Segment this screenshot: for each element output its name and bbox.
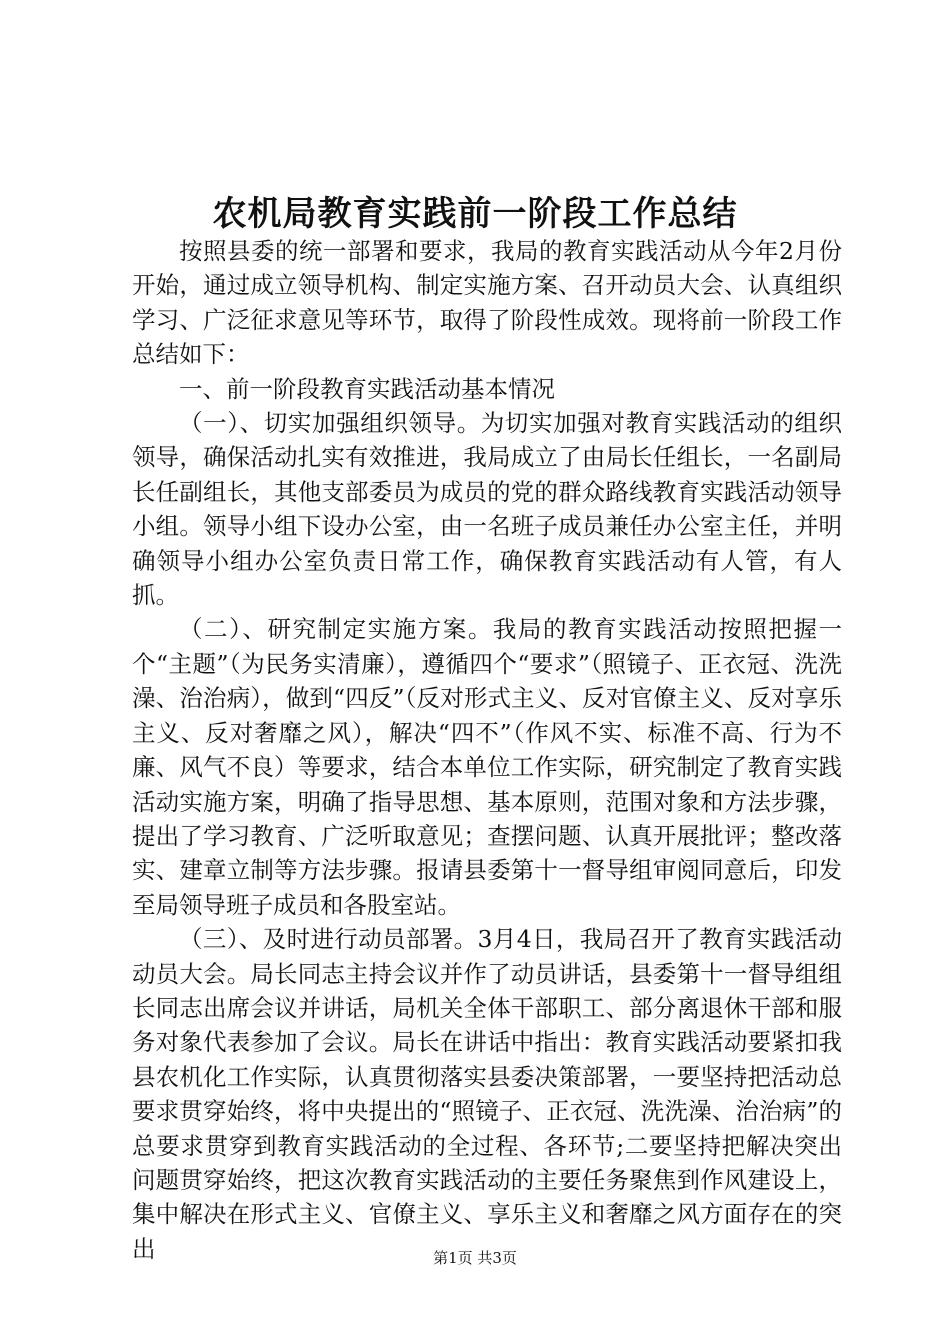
page-footer: 第1页 共3页 — [433, 1249, 517, 1267]
document-body — [132, 234, 842, 1266]
page-title: 农机局教育实践前一阶段工作总结 — [212, 194, 738, 234]
paragraph-intro: 按照县委的统一部署和要求，我局的教育实践活动从今年2月份开始，通过成立领导机构、制定实施方案、召开动员大会、认真组织学习、广泛征求意见等环节，取得了阶段性成效。现将前一阶段工作总结如下： — [132, 237, 842, 369]
paragraph-organization: （一）、切实加强组织领导。为切实加强对教育实践活动的组织领导，确保活动扎实有效推进，我局成立了由局长任组长，一名副局长任副组长，其他支部委员为成员的党的群众路线教育实践活动领导小组。领导小组下设办公室，由一名班子成员兼任办公室主任，并明确领导小组办公室负责日常工作，确保教育实践活动有人管，有人抓。 — [132, 409, 842, 610]
paragraph-mobilization: （三）、及时进行动员部署。3月4日，我局召开了教育实践活动动员大会。局长同志主持会议并作了动员讲话，县委第十一督导组组长同志出席会议并讲话，局机关全体干部职工、部分离退休干部和服务对象代表参加了会议。局长在讲话中指出：教育实践活动要紧扣我县农机化工作实际，认真贯彻落实县委决策部署，一要坚持把活动总要求贯穿始终，将中央提出的“照镜子、正衣冠、洗洗澡、治治病”的总要求贯穿到教育实践活动的全过程、各环节;二要坚持把解决突出问题贯穿始终，把这次教育实践活动的主要任务聚焦到作风建设上，集中解决在形式主义、官僚主义、享乐主义和奢靡之风方面存在的突出 — [132, 925, 842, 1263]
paragraph-plan: （二）、研究制定实施方案。我局的教育实践活动按照把握一个“主题”（为民务实清廉），遵循四个“要求”（照镜子、正衣冠、洗洗澡、治治病），做到“四反”（反对形式主义、反对官僚主义、反对享乐主义、反对奢靡之风），解决“四不”（作风不实、标准不高、行为不廉、风气不良）等要求，结合本单位工作实际，研究制定了教育实践活动实施方案，明确了指导思想、基本原则，范围对象和方法步骤，提出了学习教育、广泛听取意见；查摆问题、认真开展批评；整改落实、建章立制等方法步骤。报请县委第十一督导组审阅同意后，印发至局领导班子成员和各股室站。 — [132, 615, 842, 919]
section-heading: 一、前一阶段教育实践活动基本情况 — [179, 374, 555, 403]
